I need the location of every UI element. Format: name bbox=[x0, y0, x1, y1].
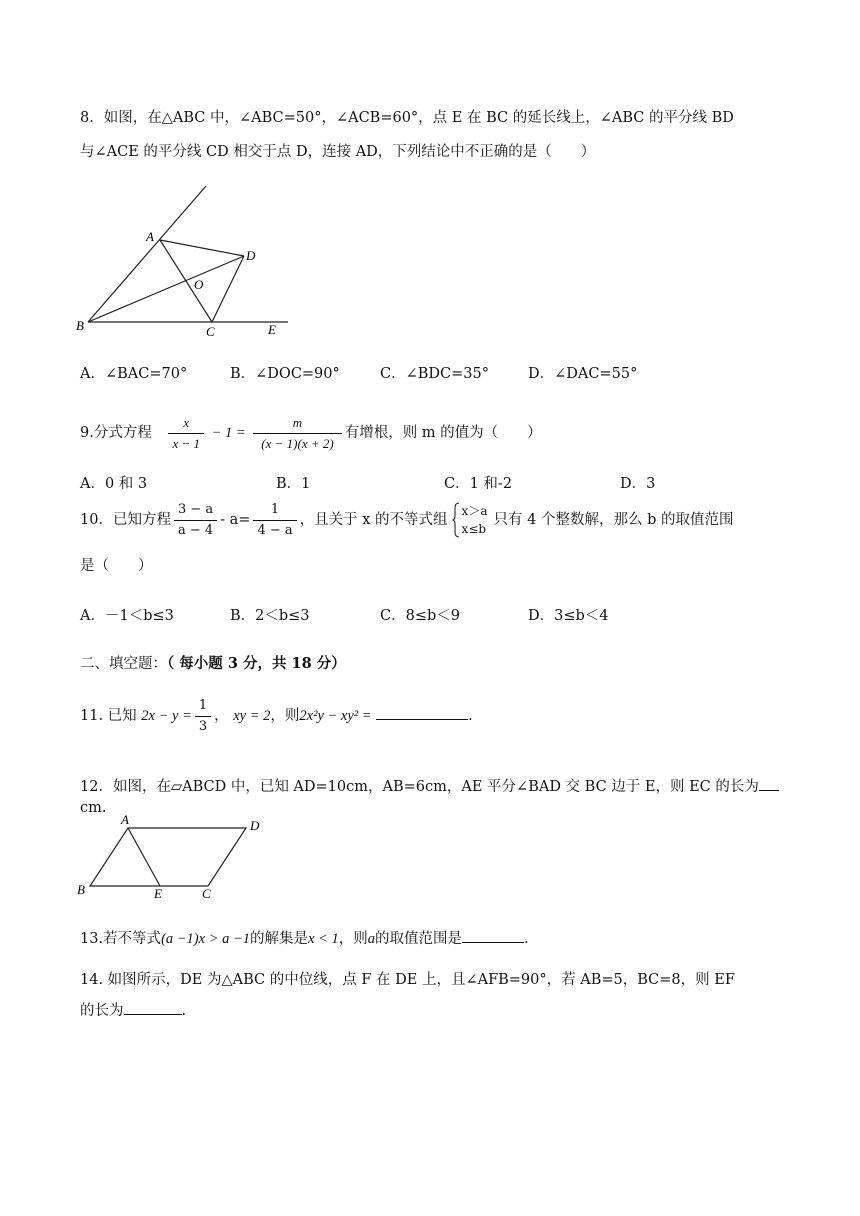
q14-end: . bbox=[181, 1003, 187, 1019]
q10-ineq-1: x＞a bbox=[461, 504, 488, 518]
q8-label-e: E bbox=[268, 322, 276, 337]
q11-frac-num: 1 bbox=[198, 697, 208, 713]
q9-option-a: A．0 和 3 bbox=[80, 476, 148, 492]
q12-line1-text: 12．如图，在▱ABCD 中，已知 AD=10cm，AB=6cm，AE 平分∠BAD 交 BC 边于 E，则 EC 的长为 bbox=[80, 779, 759, 795]
q14-prefix: 的长为 bbox=[80, 1003, 124, 1019]
q9-option-d: D．3 bbox=[620, 476, 656, 492]
q9-prefix: 9.分式方程 bbox=[80, 425, 152, 441]
q11-end: . bbox=[468, 708, 473, 724]
q11-line bbox=[80, 696, 473, 736]
q8-line-ad bbox=[160, 240, 244, 256]
q13-mid: 的解集是 bbox=[250, 931, 309, 947]
q9-option-b: B．1 bbox=[276, 476, 311, 492]
q12-parallelogram bbox=[90, 828, 246, 886]
q10-frac1-num: 3 − a bbox=[177, 501, 214, 517]
q10-frac2-den: 4 − a bbox=[253, 520, 296, 539]
q8-figure bbox=[76, 180, 306, 340]
q12-label-a: A bbox=[121, 812, 129, 827]
q12-label-e: E bbox=[154, 886, 162, 898]
q12-figure bbox=[74, 812, 274, 898]
q13-end: . bbox=[524, 931, 529, 947]
q11-expr1: 2x − y = bbox=[141, 708, 192, 724]
q11-sep1: ， bbox=[214, 708, 229, 724]
q8-label-a: A bbox=[146, 229, 154, 244]
q12-line-ae bbox=[128, 828, 160, 886]
q10-line2: 是（ ） bbox=[80, 558, 153, 574]
q10-option-a: A．－1＜b≤3 bbox=[80, 608, 174, 624]
section-heading-bold: （ 每小题 3 分，共 18 分） bbox=[167, 655, 346, 672]
q12-label-b: B bbox=[77, 882, 85, 897]
q10-frac2-num: 1 bbox=[270, 501, 280, 517]
q13-mid2: ，则 bbox=[338, 931, 368, 947]
q10-option-c: C．8≤b＜9 bbox=[380, 608, 460, 624]
brace-icon bbox=[452, 502, 460, 538]
q10-fraction-1 bbox=[174, 502, 217, 539]
q11-sep2: ，则 bbox=[270, 708, 300, 724]
q12-line1 bbox=[80, 776, 779, 797]
q14-answer-blank[interactable] bbox=[124, 1000, 182, 1015]
q11-fraction bbox=[195, 698, 211, 735]
q9-suffix: 有增根，则 m 的值为（ ） bbox=[344, 425, 542, 441]
section-heading-prefix: 二、填空题： bbox=[80, 656, 167, 672]
q13-expr1: (a −1)x > a −1 bbox=[161, 931, 251, 947]
q8-option-b: B．∠DOC=90° bbox=[230, 366, 340, 382]
q10-option-b: B．2＜b≤3 bbox=[230, 608, 310, 624]
q8-option-d: D．∠DAC=55° bbox=[528, 366, 638, 382]
q11-expr2: xy = 2 bbox=[233, 708, 271, 724]
q10-fraction-2 bbox=[253, 502, 296, 539]
q10-suffix: 只有 4 个整数解，那么 b 的取值范围 bbox=[493, 512, 734, 528]
q10-frac1-den: a − 4 bbox=[174, 520, 217, 539]
q8-option-a: A．∠BAC=70° bbox=[80, 366, 188, 382]
q8-option-c: C．∠BDC=35° bbox=[380, 366, 489, 382]
q8-label-d: D bbox=[246, 248, 256, 263]
q9-fraction-2 bbox=[253, 415, 341, 452]
q12-label-d: D bbox=[250, 818, 260, 833]
q14-line2 bbox=[80, 1000, 186, 1021]
q8-label-c: C bbox=[206, 324, 215, 339]
q10-inequality-system bbox=[452, 502, 490, 538]
q11-expr3: 2x²y − xy² = bbox=[299, 708, 372, 724]
q9-frac2-den: (x − 1)(x + 2) bbox=[253, 433, 341, 452]
q11-answer-blank[interactable] bbox=[376, 705, 468, 720]
q11-frac-den: 3 bbox=[195, 716, 211, 735]
q13-line bbox=[80, 928, 529, 949]
q9-option-c: C．1 和-2 bbox=[444, 476, 513, 492]
q8-line1: 8．如图，在△ABC 中，∠ABC=50°，∠ACB=60°，点 E 在 BC 的延长线上，∠ABC 的平分线 BD bbox=[80, 110, 734, 126]
q10-ineq-2: x≤b bbox=[461, 522, 487, 536]
q10-line1 bbox=[80, 500, 734, 540]
section-heading bbox=[80, 654, 346, 674]
q9-frac1-den: x − 1 bbox=[168, 433, 204, 452]
q8-line-bd bbox=[88, 256, 244, 322]
q9-line bbox=[80, 414, 542, 452]
q10-middle: - a= bbox=[220, 512, 251, 528]
q11-prefix: 11. 已知 bbox=[80, 708, 137, 724]
q9-frac1-num: x bbox=[183, 414, 190, 430]
q10-prefix: 10．已知方程 bbox=[80, 512, 171, 528]
q13-var: a bbox=[367, 931, 375, 947]
q9-frac2-num: m bbox=[292, 414, 303, 430]
q12-line2: cm. bbox=[80, 800, 107, 816]
q12-answer-blank[interactable] bbox=[759, 776, 779, 791]
q14-line1: 14. 如图所示，DE 为△ABC 的中位线，点 F 在 DE 上，且∠AFB=90°，若 AB=5，BC=8，则 EF bbox=[80, 972, 735, 988]
q8-line2: 与∠ACE 的平分线 CD 相交于点 D，连接 AD，下列结论中不正确的是（ ） bbox=[80, 144, 596, 160]
q12-label-c: C bbox=[202, 886, 211, 898]
q13-prefix: 13.若不等式 bbox=[80, 931, 162, 947]
q10-option-d: D．3≤b＜4 bbox=[528, 608, 609, 624]
q13-answer-blank[interactable] bbox=[462, 928, 524, 943]
q8-label-b: B bbox=[76, 318, 84, 333]
q8-label-o: O bbox=[194, 277, 204, 292]
q9-fraction-1 bbox=[168, 415, 204, 452]
q9-middle: − 1 = bbox=[211, 425, 246, 441]
q13-suffix: 的取值范围是 bbox=[375, 931, 462, 947]
q8-ray-ba bbox=[88, 186, 206, 322]
q13-expr2: x < 1 bbox=[308, 931, 339, 947]
q10-mid2: ，且关于 x 的不等式组 bbox=[299, 512, 448, 528]
q8-line-cd bbox=[212, 256, 244, 322]
